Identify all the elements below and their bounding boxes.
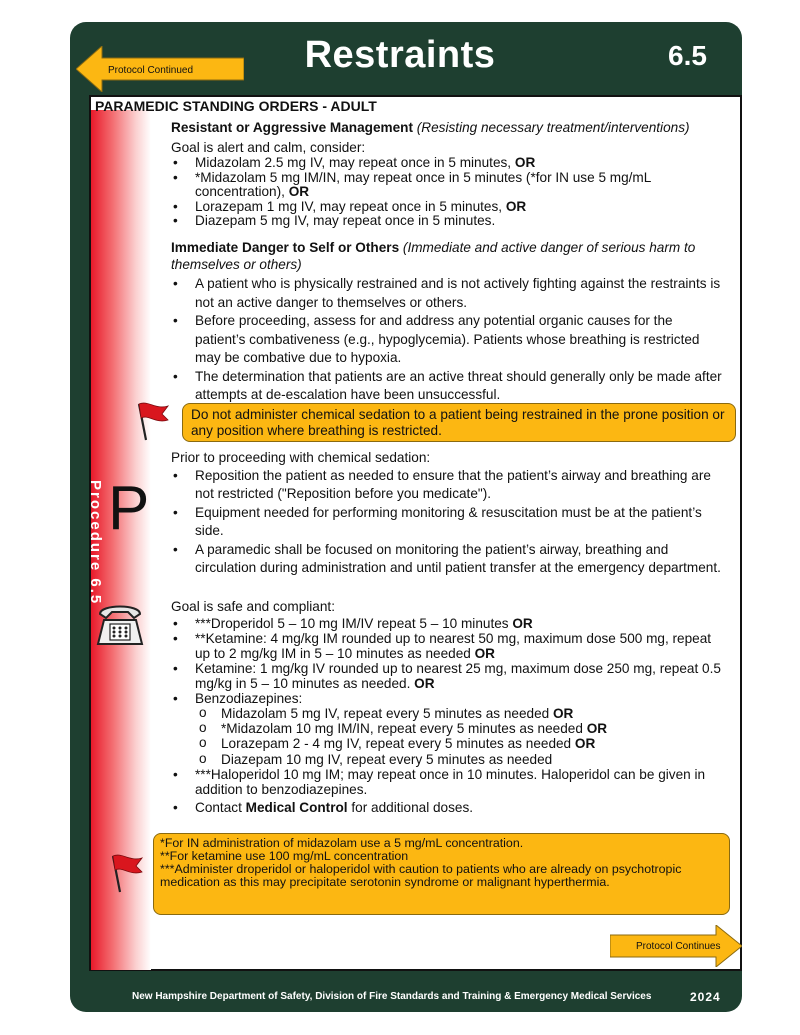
safe-section [171, 599, 726, 815]
list-item: • Diazepam 5 mg IV, may repeat once in 5 minutes. [171, 214, 726, 229]
paramedic-level-letter: P [108, 474, 150, 543]
protocol-number: 6.5 [668, 40, 707, 71]
resistant-section [171, 120, 726, 229]
list-item: o Diazepam 10 mg IV, repeat every 5 minutes as needed [197, 752, 726, 767]
list-item: • Before proceeding, assess for and address any potential organic causes for the patient’s combativeness (e.g., hypoglycemia). Patients whose breathing is restricted may be combative due to hypoxia. [171, 312, 726, 368]
footnote-line: ***Administer droperidol or haloperidol with caution to patients who are already on psychotropic medication as this may precipitate serotonin syndrome or malignant hyperthermia. [160, 862, 682, 889]
resistant-goal: Goal is alert and calm, consider: [171, 139, 366, 155]
prior-intro: Prior to proceeding with chemical sedation: [171, 450, 431, 465]
list-item: • A patient who is physically restrained and is not actively fighting against the restraints is not an active danger to themselves or others. [171, 275, 726, 312]
list-item: • Equipment needed for performing monitoring & resuscitation must be at the patient’s side. [171, 504, 726, 541]
footnote-line: *For IN administration of midazolam use a 5 mg/mL concentration. [160, 836, 524, 850]
resistant-title: Resistant or Aggressive Management [171, 120, 413, 135]
list-item: • Midazolam 2.5 mg IV, may repeat once in 5 minutes, OR [171, 156, 726, 171]
list-item: • **Ketamine: 4 mg/kg IM rounded up to nearest 50 mg, maximum dose 500 mg, repeat up to 2 mg/kg IM in 5 – 10 minutes as needed OR [171, 631, 726, 661]
red-flag-icon [134, 398, 174, 442]
red-flag-icon [108, 850, 148, 894]
footnote-line: **For ketamine use 100 mg/mL concentration [160, 849, 409, 863]
protocol-continues-label[interactable]: Protocol Continues [636, 941, 721, 952]
list-item: • The determination that patients are an active threat should generally only be made after attempts at de-escalation have been unsuccessful. [171, 368, 726, 405]
list-item: • Reposition the patient as needed to ensure that the patient’s airway and breathing are not restricted ("Reposition before you medicate"). [171, 467, 726, 504]
prior-section [171, 450, 726, 578]
danger-section [171, 240, 726, 405]
footer-text: New Hampshire Department of Safety, Division of Fire Standards and Training & Emergency Medical Services [132, 991, 652, 1002]
page-title: Restraints [304, 34, 496, 76]
resistant-subtitle: (Resisting necessary treatment/interventions) [416, 120, 690, 135]
list-item: • Lorazepam 1 mg IV, may repeat once in 5 minutes, OR [171, 200, 726, 215]
list-item: • Ketamine: 1 mg/kg IV rounded up to nearest 25 mg, maximum dose 250 mg, repeat 0.5 mg/kg in 5 – 10 minutes as needed. OR [171, 661, 726, 691]
section-heading: PARAMEDIC STANDING ORDERS - ADULT [95, 98, 377, 114]
side-procedure-label: Procedure 6.5 [87, 480, 104, 606]
prone-warning-callout [182, 403, 736, 442]
safe-goal: Goal is safe and compliant: [171, 599, 335, 614]
phone-icon [94, 600, 146, 650]
protocol-continued-label[interactable]: Protocol Continued [108, 65, 194, 76]
footer-year: 2024 [690, 990, 721, 1004]
list-item: • *Midazolam 5 mg IM/IN, may repeat once in 5 minutes (*for IN use 5 mg/mL concentration), OR [171, 171, 726, 200]
danger-subtitle: (Immediate and active danger of serious harm to themselves or others) [171, 240, 696, 272]
list-item: • A paramedic shall be focused on monitoring the patient’s airway, breathing and circulation during administration and until patient transfer at the emergency department. [171, 541, 726, 578]
footnote-callout [153, 833, 730, 915]
danger-title: Immediate Danger to Self or Others [171, 240, 400, 255]
list-item: o Lorazepam 2 - 4 mg IV, repeat every 5 minutes as needed OR [197, 736, 726, 751]
prone-warning-text: Do not administer chemical sedation to a patient being restrained in the prone position or any position where breathing is restricted. [191, 407, 725, 438]
list-item: • Benzodiazepines: [171, 691, 726, 706]
list-item: • ***Haloperidol 10 mg IM; may repeat once in 10 minutes. Haloperidol can be given in addition to benzodiazepines. [171, 767, 726, 797]
list-item: • ***Droperidol 5 – 10 mg IM/IV repeat 5 – 10 minutes OR [171, 616, 726, 631]
list-item: • Contact Medical Control for additional doses. [171, 800, 726, 815]
list-item: o Midazolam 5 mg IV, repeat every 5 minutes as needed OR [197, 706, 726, 721]
list-item: o *Midazolam 10 mg IM/IN, repeat every 5 minutes as needed OR [197, 721, 726, 736]
